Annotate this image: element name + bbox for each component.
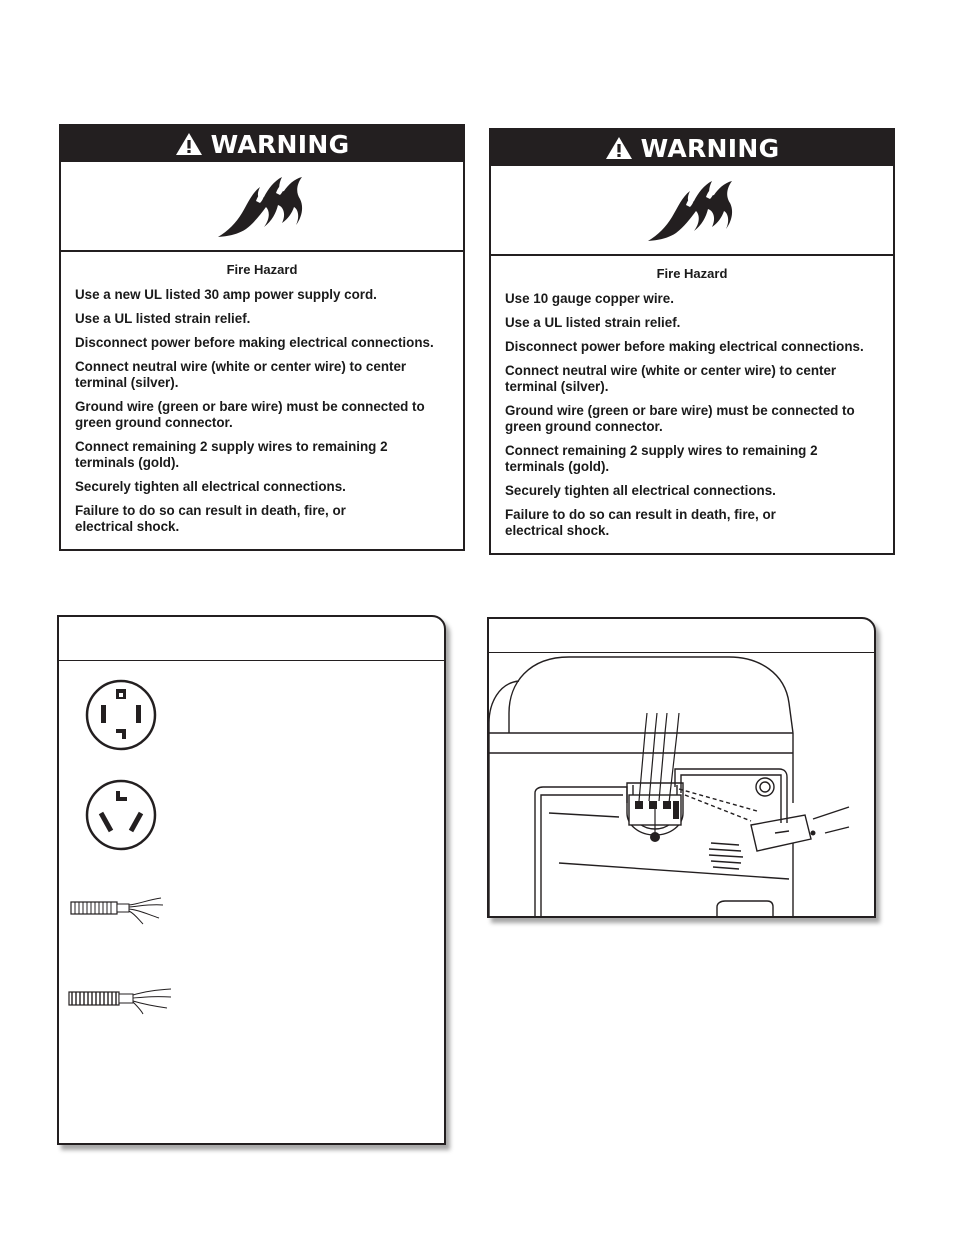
hazard-icon-area: [61, 162, 463, 252]
warning-line: Connect remaining 2 supply wires to remaining 2 terminals (gold).: [505, 443, 818, 474]
warning-line: Ground wire (green or bare wire) must be connected to green ground connector.: [75, 399, 425, 430]
warning-line: Disconnect power before making electrical connections.: [75, 335, 434, 350]
warning-header: [61, 126, 463, 162]
warning-body: [61, 252, 463, 535]
warning-line: Use a new UL listed 30 amp power supply cord.: [75, 287, 377, 302]
3-prong-receptacle-icon: [83, 777, 159, 853]
warning-line: Connect neutral wire (white or center wire) to center terminal (silver).: [505, 363, 837, 394]
panel-header: [59, 617, 444, 661]
warning-title: WARNING: [640, 133, 780, 163]
terminal-block-panel: [487, 617, 876, 918]
fire-flames-icon: [646, 177, 738, 243]
warning-line: Disconnect power before making electrical connections.: [505, 339, 864, 354]
warning-line: Securely tighten all electrical connections.: [505, 483, 776, 498]
warning-line: Failure to do so can result in death, fire, or electrical shock.: [505, 507, 776, 538]
warning-line: Securely tighten all electrical connections.: [75, 479, 346, 494]
warning-line: Connect remaining 2 supply wires to remaining 2 terminals (gold).: [75, 439, 388, 470]
warning-triangle-icon: [605, 136, 633, 160]
warning-header: [491, 130, 893, 166]
fire-flames-icon: [216, 173, 308, 239]
dryer-terminal-block-illustration: [489, 653, 874, 917]
hazard-title: Fire Hazard: [656, 266, 728, 281]
warning-box-right: [489, 128, 895, 555]
warning-line: Failure to do so can result in death, fire, or electrical shock.: [75, 503, 346, 534]
warning-line: Use a UL listed strain relief.: [75, 311, 251, 326]
warning-line: Use a UL listed strain relief.: [505, 315, 681, 330]
hazard-icon-area: [491, 166, 893, 256]
warning-title: WARNING: [210, 129, 350, 159]
panel-header: [489, 619, 874, 653]
4-wire-cord-icon: [69, 892, 169, 928]
3-wire-cord-icon: [67, 982, 177, 1018]
power-cord-panel: [57, 615, 446, 1145]
warning-box-left: [59, 124, 465, 551]
warning-line: Connect neutral wire (white or center wire) to center terminal (silver).: [75, 359, 407, 390]
warning-triangle-icon: [175, 132, 203, 156]
warning-line: Ground wire (green or bare wire) must be connected to green ground connector.: [505, 403, 855, 434]
warning-body: [491, 256, 893, 539]
warning-line: Use 10 gauge copper wire.: [505, 291, 674, 306]
hazard-title: Fire Hazard: [226, 262, 298, 277]
4-prong-receptacle-icon: [83, 677, 159, 753]
